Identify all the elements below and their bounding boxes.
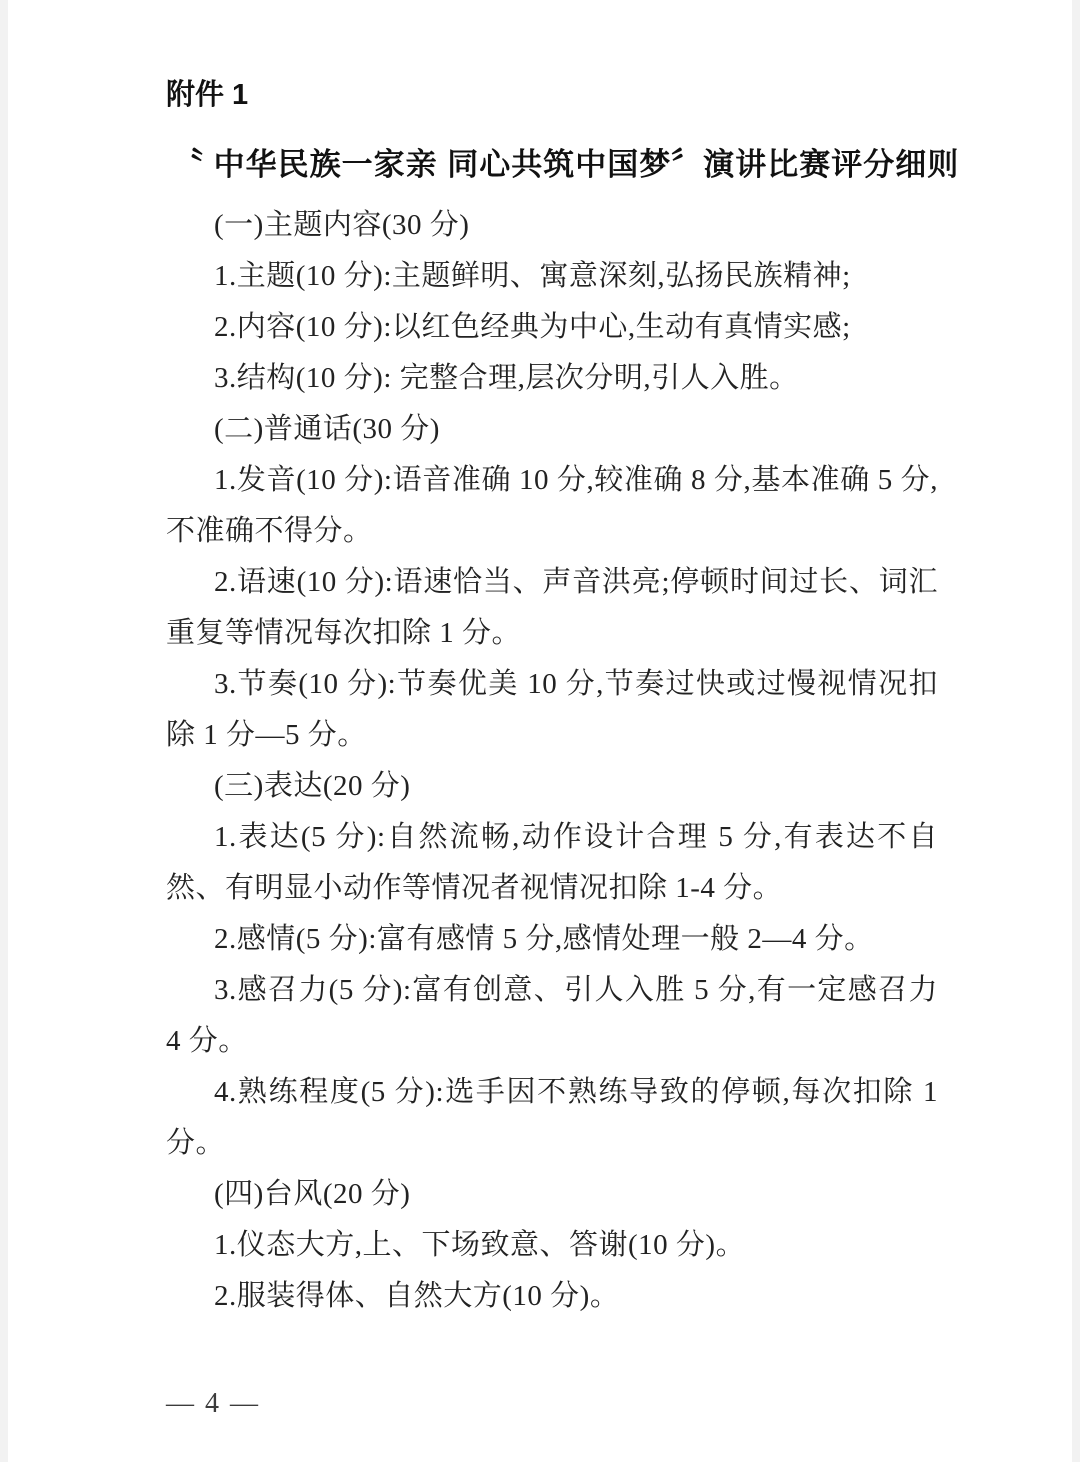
- paragraph: 3.结构(10 分): 完整合理,层次分明,引人入胜。: [214, 362, 799, 394]
- document-page: [8, 0, 1072, 1462]
- page-number: — 4 —: [166, 1388, 260, 1419]
- paragraph: 1.主题(10 分):主题鲜明、寓意深刻,弘扬民族精神;: [214, 260, 851, 292]
- paragraph: 3.感召力(5 分):富有创意、引人入胜 5 分,有一定感召力 4 分。: [166, 974, 938, 1057]
- section-heading: (三)表达(20 分): [214, 770, 411, 802]
- paragraph: 1.仪态大方,上、下场致意、答谢(10 分)。: [214, 1229, 746, 1261]
- section-heading: (四)台风(20 分): [214, 1178, 411, 1210]
- paragraph: 2.服装得体、自然大方(10 分)。: [214, 1280, 620, 1312]
- paragraph: 2.内容(10 分):以红色经典为中心,生动有真情实感;: [214, 311, 851, 343]
- paragraph: 1.表达(5 分):自然流畅,动作设计合理 5 分,有表达不自然、有明显小动作等情况者视情况扣除 1-4 分。: [166, 821, 938, 904]
- paragraph: 3.节奏(10 分):节奏优美 10 分,节奏过快或过慢视情况扣除 1 分—5 分。: [166, 668, 938, 751]
- paragraph: 2.感情(5 分):富有感情 5 分,感情处理一般 2—4 分。: [214, 923, 874, 955]
- attachment-label: 附件 1: [166, 79, 249, 111]
- paragraph: 2.语速(10 分):语速恰当、声音洪亮;停顿时间过长、词汇重复等情况每次扣除 1 分。: [166, 566, 938, 649]
- document-title: 〝 中华民族一家亲 同心共筑中国梦〞演讲比赛评分细则: [172, 147, 960, 182]
- document-body: [166, 200, 944, 1322]
- section-heading: (一)主题内容(30 分): [214, 209, 470, 241]
- paragraph: 4.熟练程度(5 分):选手因不熟练导致的停顿,每次扣除 1 分。: [166, 1076, 938, 1159]
- section-heading: (二)普通话(30 分): [214, 413, 440, 445]
- paragraph: 1.发音(10 分):语音准确 10 分,较准确 8 分,基本准确 5 分,不准确不得分。: [166, 464, 938, 547]
